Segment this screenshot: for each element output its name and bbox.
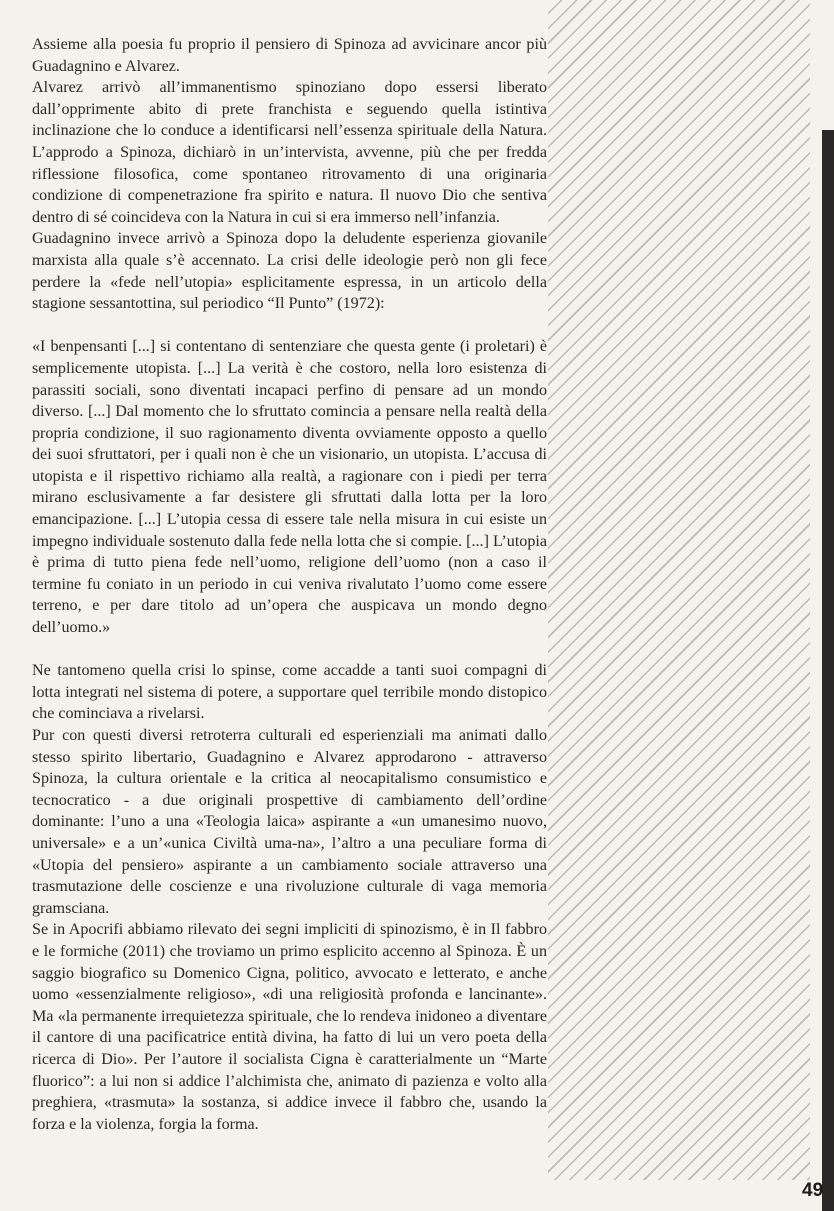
paragraph: Assieme alla poesia fu proprio il pensiero di Spinoza ad avvicinare ancor più Guadagnino e Alvarez.	[32, 36, 547, 75]
block-quote: «I benpensanti [...] si contentano di sentenziare che questa gente (i proletari) è semplicemente utopista. [...] La verità è che costoro, nella loro esistenza di parassiti sociali, sono diventati incapaci perfino di pensare ad un mondo diverso. [...] Dal momento che lo sfruttato comincia a pensare nella realtà della propria condizione, il suo ragionamento diventa ovviamente opposto a quello dei suoi sfruttatori, per i quali non è che un visionario, un utopista. L’accusa di utopista e il rispettivo richiamo alla realtà, a ragionare con i piedi per terra mirano esclusivamente a far desistere gli sfruttati dalla lotta per la loro emancipazione. [...] L’utopia cessa di essere tale nella misura in cui esiste un impegno individuale sostenuto dalla fede nella lotta che si compie. [...] L’utopia è prima di tutto piena fede nell’uomo, religione dell’uomo (non a caso il termine fu coniato in un periodo in cui veniva rivalutato l’uomo come essere terreno, e per dare titolo ad un’opera che auspicava un mondo degno dell’uomo.»	[32, 338, 547, 637]
diagonal-hatch-decoration	[548, 0, 810, 1180]
paragraph: Pur con questi diversi retroterra culturali ed esperienziali ma animati dallo stesso spirito libertario, Guadagnino e Alvarez approdarono - attraverso Spinoza, la cultura orientale e la critica al neocapitalismo consumistico e tecnocratico - a due originali prospettive di cambiamento dell’ordine dominante: l’uno a una «Teologia laica» aspirante a «un umanesimo nuovo, universale» e a un’«unica Civiltà uma-na», l’altro a una peculiare forma di «Utopia del pensiero» aspirante a un cambiamento sociale attraverso una trasmutazione delle coscienze e una rivoluzione culturale di vaga memoria gramsciana.	[32, 727, 547, 917]
paragraph: Alvarez arrivò all’immanentismo spinoziano dopo essersi liberato dall’opprimente abito di prete franchista e seguendo quella istintiva inclinazione che lo conduce a identificarsi nell’essenza spirituale della Natura. L’approdo a Spinoza, dichiarò in un’intervista, avvenne, più che per fredda riflessione filosofica, come spontaneo ritrovamento di una originaria condizione di compenetrazione fra spirito e natura. Il nuovo Dio che sentiva dentro di sé coincideva con la Natura in cui si era immerso nell’infanzia.	[32, 79, 547, 226]
paragraph: Ne tantomeno quella crisi lo spinse, come accadde a tanti suoi compagni di lotta integrati nel sistema di potere, a supportare quel terribile mondo distopico che cominciava a rivelarsi.	[32, 662, 547, 723]
page-edge-shadow	[822, 130, 834, 1211]
paragraph: Guadagnino invece arrivò a Spinoza dopo la deludente esperienza giovanile marxista alla quale s’è accennato. La crisi delle ideologie però non gli fece perdere la «fede nell’utopia» esplicitamente espressa, in un articolo della stagione sessantottina, sul periodico “Il Punto” (1972):	[32, 230, 547, 313]
body-text	[32, 34, 547, 1135]
page-number: 49	[802, 1180, 824, 1201]
paragraph: Se in Apocrifi abbiamo rilevato dei segni impliciti di spinozismo, è in Il fabbro e le formiche (2011) che troviamo un primo esplicito accenno al Spinoza. È un saggio biografico su Domenico Cigna, politico, avvocato e letterato, e anche uomo «essenzialmente religioso», «di una religiosità profonda e lancinante». Ma «la permanente irrequietezza spirituale, che lo rendeva inidoneo a diventare il cantore di una pacificatrice entità divina, ha fatto di lui un vero poeta della ricerca di Dio». Per l’autore il socialista Cigna è caratterialmente un “Marte fluorico”: a lui non si addice l’alchimista che, animato di pazienza e volto alla preghiera, «trasmuta» la sostanza, si addice invece il fabbro che, usando la forza e la violenza, forgia la forma.	[32, 921, 547, 1133]
